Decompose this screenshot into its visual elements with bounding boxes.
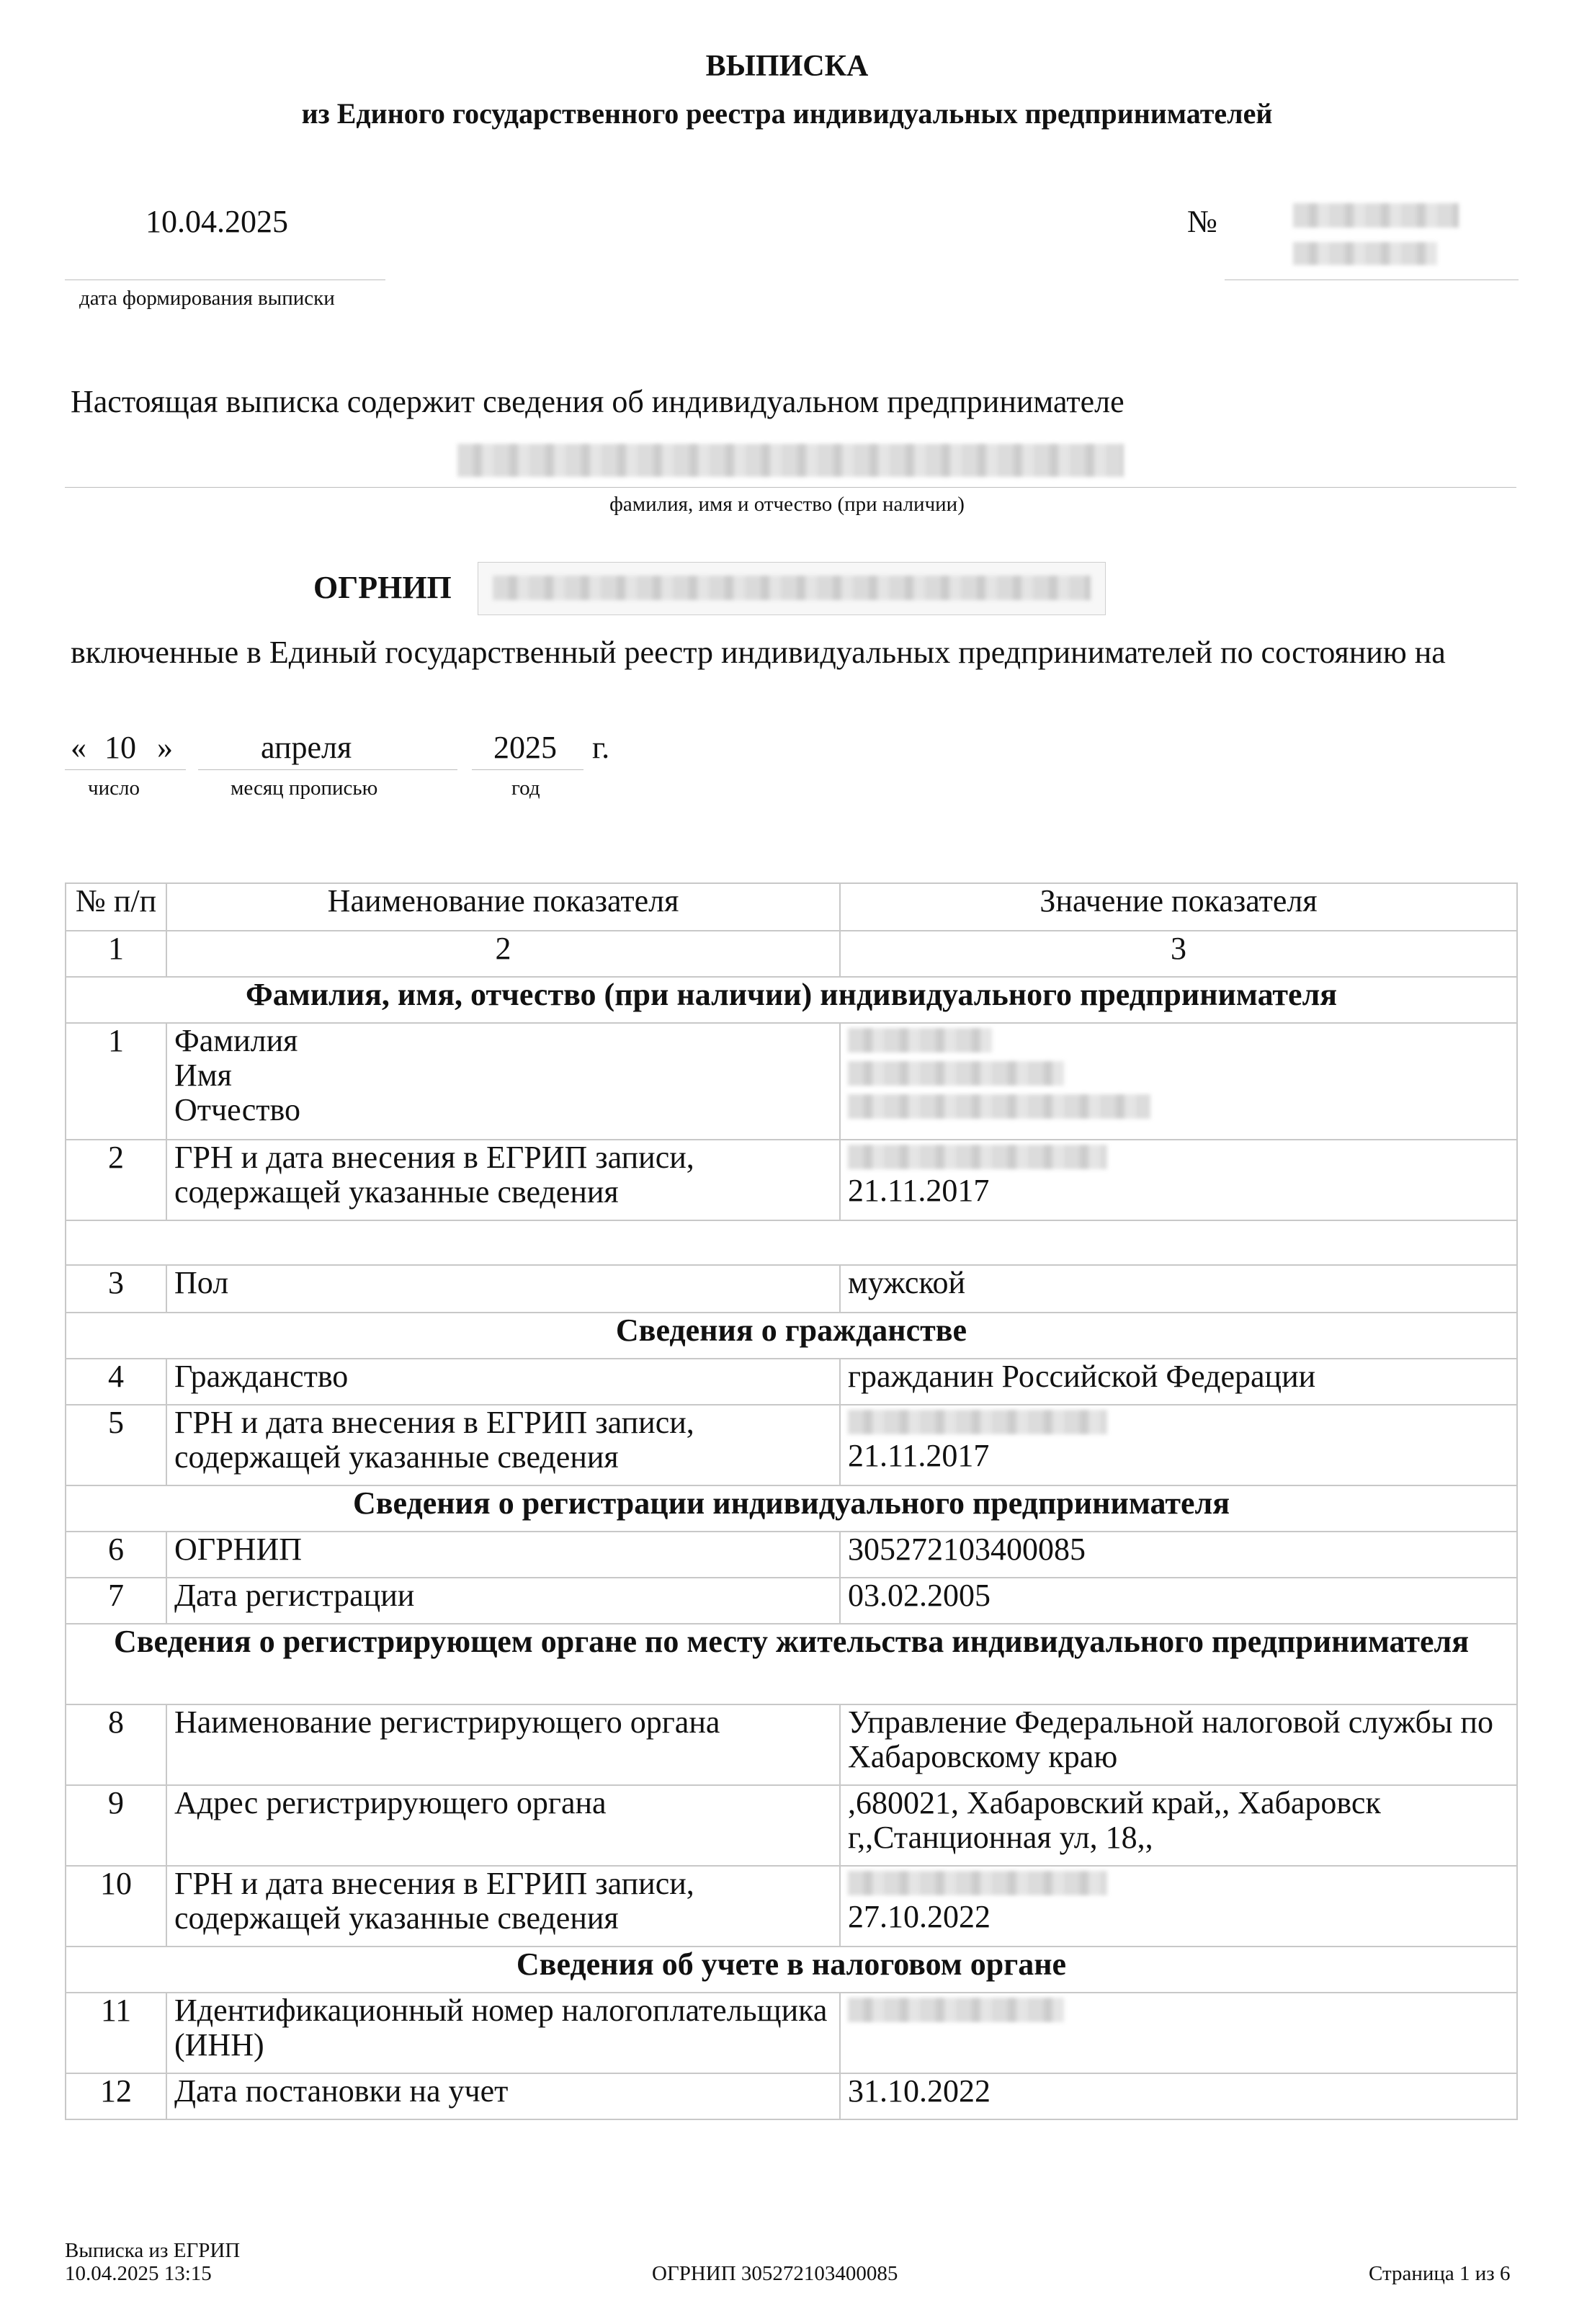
table-row — [66, 1140, 1517, 1220]
row-number: 12 — [66, 2073, 166, 2119]
footer-document-name: Выписка из ЕГРИП — [65, 2239, 241, 2262]
table-row — [66, 1993, 1517, 2073]
day-caption: число — [88, 777, 140, 800]
row-name: Наименование регистрирующего органа — [166, 1704, 840, 1785]
column-number-2: 2 — [166, 931, 840, 977]
footer-page-number: Страница 1 из 6 — [1369, 2262, 1511, 2285]
table-row — [66, 2073, 1517, 2119]
row-name: Дата регистрации — [166, 1578, 840, 1624]
section-title: Сведения о регистрации индивидуального предпринимателя — [66, 1485, 1517, 1532]
section-row-citizenship — [66, 1313, 1517, 1359]
redacted-extract-number — [1293, 203, 1459, 228]
ogrnip-box — [478, 562, 1106, 615]
extract-date: 10.04.2025 — [146, 204, 288, 239]
register-table — [65, 882, 1518, 2120]
redacted-grn — [848, 1145, 1107, 1169]
redacted-ogrnip — [493, 576, 1091, 600]
included-text: включенные в Единый государственный реестр индивидуальных предпринимателей по состоянию на — [71, 635, 1446, 670]
row-date: 27.10.2022 — [848, 1899, 991, 1934]
month-underline — [198, 769, 457, 770]
row-number: 8 — [66, 1704, 166, 1785]
row-number: 11 — [66, 1993, 166, 2073]
row-value — [840, 1866, 1517, 1947]
row-number: 3 — [66, 1265, 166, 1313]
extract-number-sign: № — [1187, 204, 1217, 239]
table-row — [66, 1405, 1517, 1485]
row-number: 10 — [66, 1866, 166, 1947]
row-name-line: Фамилия — [174, 1023, 298, 1058]
header-cell-value: Значение показателя — [840, 883, 1517, 931]
row-number: 4 — [66, 1359, 166, 1405]
redacted-full-name — [457, 444, 1124, 477]
row-number: 6 — [66, 1532, 166, 1578]
column-number-1: 1 — [66, 931, 166, 977]
row-name: ОГРНИП — [166, 1532, 840, 1578]
row-date: 21.11.2017 — [848, 1173, 990, 1208]
as-of-month: апреля — [261, 730, 352, 765]
table-row — [66, 1866, 1517, 1947]
row-value — [840, 1023, 1517, 1140]
document-subtitle: из Единого государственного реестра индивидуальных предпринимателей — [301, 97, 1273, 130]
row-value: гражданин Российской Федерации — [840, 1359, 1517, 1405]
section-row-tax — [66, 1947, 1517, 1993]
table-row — [66, 1785, 1517, 1866]
row-value — [840, 1140, 1517, 1220]
header-cell-number: № п/п — [66, 883, 166, 931]
day-underline — [65, 769, 186, 770]
as-of-open-quote: « — [71, 730, 86, 765]
table-row — [66, 1532, 1517, 1578]
redacted-first-name — [848, 1061, 1064, 1086]
section-title: Фамилия, имя, отчество (при наличии) индивидуального предпринимателя — [66, 977, 1517, 1023]
row-value: 03.02.2005 — [840, 1578, 1517, 1624]
row-name-line: Отчество — [174, 1092, 300, 1127]
redacted-patronymic — [848, 1094, 1150, 1119]
section-row-authority — [66, 1624, 1517, 1704]
footer-timestamp: 10.04.2025 13:15 — [65, 2262, 212, 2285]
full-name-caption: фамилия, имя и отчество (при наличии) — [609, 493, 965, 516]
column-number-row — [66, 931, 1517, 977]
month-caption: месяц прописью — [231, 777, 378, 800]
as-of-year: 2025 — [493, 730, 557, 765]
as-of-year-suffix: г. — [592, 730, 610, 765]
document-title: ВЫПИСКА — [705, 50, 869, 83]
row-value: ,680021, Хабаровский край,, Хабаровск г,,Станционная ул, 18,, — [840, 1785, 1517, 1866]
row-value: Управление Федеральной налоговой службы по Хабаровскому краю — [840, 1704, 1517, 1785]
as-of-close-quote: » — [157, 730, 173, 765]
row-value: мужской — [840, 1265, 1517, 1313]
section-title: Сведения о регистрирующем органе по месту жительства индивидуального предпринимателя — [66, 1624, 1517, 1704]
row-name: Дата постановки на учет — [166, 2073, 840, 2119]
header-cell-indicator: Наименование показателя — [166, 883, 840, 931]
year-caption: год — [511, 777, 540, 800]
full-name-underline — [65, 487, 1516, 488]
row-name: Пол — [166, 1265, 840, 1313]
redacted-surname — [848, 1028, 992, 1052]
row-value: 31.10.2022 — [840, 2073, 1517, 2119]
ogrnip-label: ОГРНИП — [313, 570, 452, 605]
table-row — [66, 1359, 1517, 1405]
table-row — [66, 1265, 1517, 1313]
section-title: Сведения о гражданстве — [66, 1313, 1517, 1359]
table-header-row — [66, 883, 1517, 931]
section-title: Сведения об учете в налоговом органе — [66, 1947, 1517, 1993]
table-row — [66, 1023, 1517, 1140]
row-name: ГРН и дата внесения в ЕГРИП записи, содержащей указанные сведения — [166, 1866, 840, 1947]
row-name: ГРН и дата внесения в ЕГРИП записи, содержащей указанные сведения — [166, 1405, 840, 1485]
row-name: ГРН и дата внесения в ЕГРИП записи, содержащей указанные сведения — [166, 1140, 840, 1220]
row-value: 305272103400085 — [840, 1532, 1517, 1578]
empty-cell — [66, 1220, 1517, 1265]
redacted-inn — [848, 1998, 1064, 2022]
row-name: Идентификационный номер налогоплательщика (ИНН) — [166, 1993, 840, 2073]
row-number: 5 — [66, 1405, 166, 1485]
section-row-fio — [66, 977, 1517, 1023]
row-number: 2 — [66, 1140, 166, 1220]
row-name — [166, 1023, 840, 1140]
row-date: 21.11.2017 — [848, 1438, 990, 1473]
section-row-registration — [66, 1485, 1517, 1532]
column-number-3: 3 — [840, 931, 1517, 977]
row-number: 1 — [66, 1023, 166, 1140]
table-row — [66, 1704, 1517, 1785]
row-name-line: Имя — [174, 1058, 232, 1093]
redacted-grn — [848, 1871, 1107, 1895]
row-number: 9 — [66, 1785, 166, 1866]
footer-ogrnip: ОГРНИП 305272103400085 — [652, 2262, 898, 2285]
redacted-grn — [848, 1410, 1107, 1434]
row-name: Адрес регистрирующего органа — [166, 1785, 840, 1866]
redacted-extract-number-line2 — [1293, 242, 1437, 265]
as-of-day: 10 — [104, 730, 136, 765]
extract-date-caption: дата формирования выписки — [79, 287, 335, 310]
table-row — [66, 1578, 1517, 1624]
row-value — [840, 1993, 1517, 2073]
row-number: 7 — [66, 1578, 166, 1624]
row-name: Гражданство — [166, 1359, 840, 1405]
year-underline — [472, 769, 583, 770]
intro-text: Настоящая выписка содержит сведения об индивидуальном предпринимателе — [71, 384, 1124, 419]
empty-row — [66, 1220, 1517, 1265]
row-value — [840, 1405, 1517, 1485]
